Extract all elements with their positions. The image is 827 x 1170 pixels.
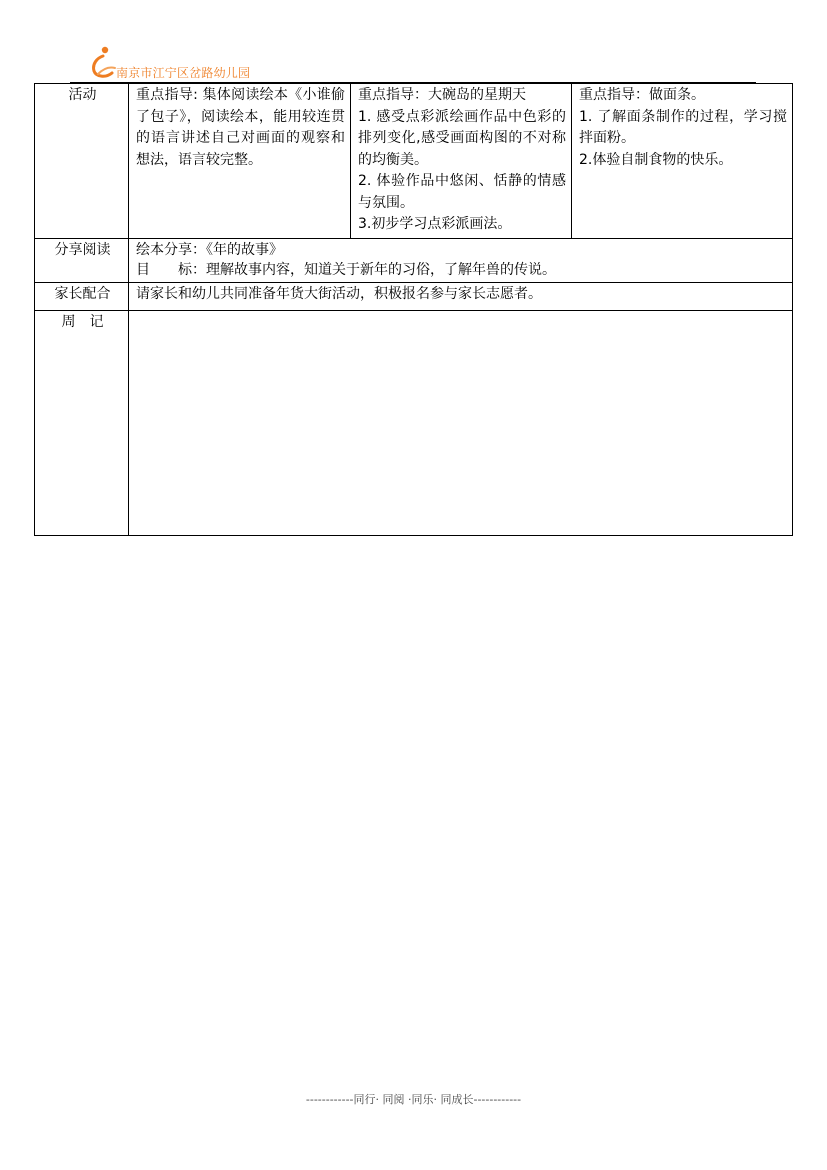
reading-goal: 目 标：理解故事内容，知道关于新年的习俗，了解年兽的传说。 xyxy=(136,261,556,278)
page-header xyxy=(0,0,827,90)
weekly-notes-row xyxy=(35,310,793,535)
parents-label: 家长配合 xyxy=(35,282,129,310)
kindergarten-logo-icon xyxy=(88,44,118,78)
activity-art-title: 重点指导：大碗岛的星期天 xyxy=(358,87,526,103)
activity-cooking-item-2: 2.体验自制食物的快乐。 xyxy=(579,151,733,168)
activity-row xyxy=(35,84,793,239)
reading-cell xyxy=(129,238,793,282)
activity-art-item-1: 1. 感受点彩派绘画作品中色彩的排列变化,感受画面构图的不对称的均衡美。 xyxy=(358,108,566,168)
weekly-notes-label: 周 记 xyxy=(35,310,129,535)
reading-label: 分享阅读 xyxy=(35,238,129,282)
activity-art-item-3: 3.初步学习点彩派画法。 xyxy=(358,216,512,232)
page-footer: ------------同行· 同阅 ·同乐· 同成长------------ xyxy=(305,1093,522,1106)
reading-row xyxy=(35,238,793,282)
parents-row xyxy=(35,282,793,310)
school-name: 南京市江宁区岔路幼儿园 xyxy=(116,66,251,80)
activity-cooking-cell xyxy=(572,84,793,239)
activity-reading-cell: 重点指导: 集体阅读绘本《小谁偷了包子》，阅读绘本，能用较连贯的语言讲述自己对画面的观察和想法，语言较完整。 xyxy=(129,84,351,239)
weekly-notes-cell xyxy=(129,310,793,535)
reading-book: 绘本分享：《年的故事》 xyxy=(136,241,283,258)
activity-art-item-2: 2. 体验作品中悠闲、恬静的情感与氛围。 xyxy=(358,173,566,211)
parents-cell: 请家长和幼儿共同准备年货大街活动，积极报名参与家长志愿者。 xyxy=(129,282,793,310)
weekly-plan-table xyxy=(34,83,793,536)
activity-cooking-item-1: 1. 了解面条制作的过程，学习搅拌面粉。 xyxy=(579,108,787,146)
activity-art-cell xyxy=(351,84,572,239)
activity-cooking-title: 重点指导：做面条。 xyxy=(579,87,705,103)
activity-label: 活动 xyxy=(35,84,129,239)
